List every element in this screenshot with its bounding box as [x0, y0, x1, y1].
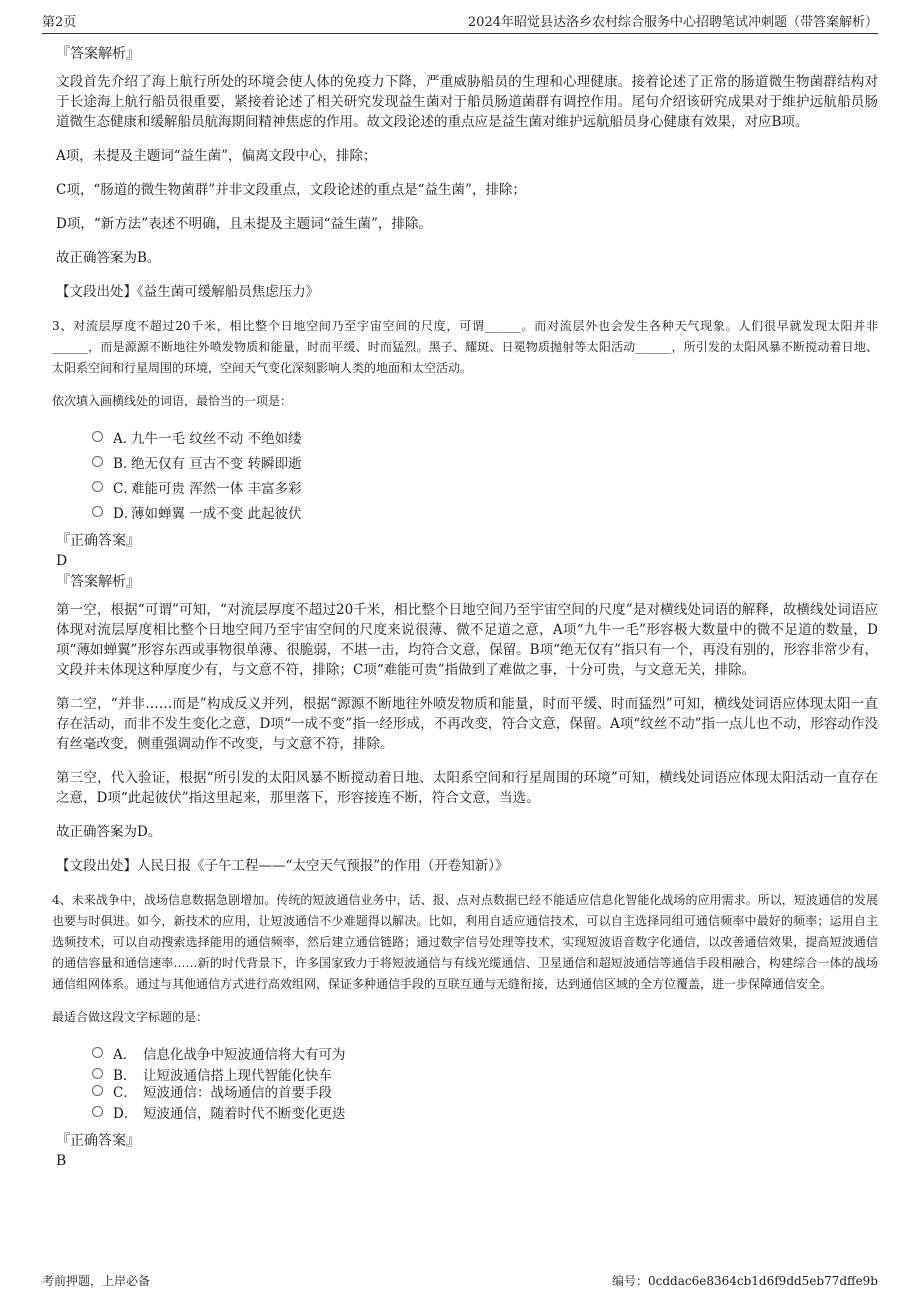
q2-source: 【文段出处】《益生菌可缓解船员焦虑压力》	[56, 284, 320, 300]
radio-icon[interactable]	[92, 1068, 103, 1079]
q3-options	[92, 424, 878, 524]
option-text: 信息化战争中短波通信将大有可为	[143, 1046, 346, 1063]
q3-option-b[interactable]	[92, 449, 878, 474]
page-number: 第2页	[42, 15, 77, 30]
q3-stem: 3、对流层厚度不超过20千米，相比整个日地空间乃至宇宙空间的尺度，可谓______。而对流层外也会发生各种天气现象。人们很早就发现太阳并非______，而是源源不断地往外喷发物质和能量，时而平缓、时而猛烈。黑子、耀斑、日冕物质抛射等太阳活动______，所引发的太阳风暴不断搅动着日地、太阳系空间和行星周围的环境，空间天气变化深刻影响人类的地面和太空活动。	[52, 319, 878, 375]
footer-slogan: 考前押题，上岸必备	[42, 1273, 151, 1288]
q2-analysis-paragraph: A项，未提及主题词“益生菌”，偏离文段中心，排除；	[56, 148, 377, 164]
document-id: 编号：0cddac6e8364cb1d6f9dd5eb77dffe9b	[612, 1273, 878, 1288]
q3-correct-label: 『正确答案』	[56, 533, 140, 549]
radio-icon[interactable]	[92, 1047, 103, 1058]
q2-conclusion: 故正确答案为B。	[56, 250, 161, 266]
radio-icon[interactable]	[92, 1106, 103, 1117]
radio-icon[interactable]	[92, 1085, 103, 1096]
q3-analysis-paragraph: 第二空，“并非……而是”构成反义并列，根据“源源不断地往外喷发物质和能量，时而平缓、时而猛烈”可知，横线处词语应体现太阳一直存在活动，而非不发生变化之意，D项“一成不变”指一经形成，不再改变，符合文意，保留。A项“纹丝不动”指一点儿也不动，形容动作没有丝毫改变，侧重强调动作不改变，与文意不符，排除。	[56, 696, 878, 752]
option-letter: D．	[113, 1105, 138, 1122]
q4-option-b[interactable]	[92, 1065, 878, 1082]
q3-source: 【文段出处】人民日报《子午工程——“太空天气预报”的作用（开卷知新）》	[56, 858, 509, 874]
q4-option-d[interactable]	[92, 1099, 878, 1124]
q2-analysis-paragraph: D项，“新方法”表述不明确，且未提及主题词“益生菌”，排除。	[56, 216, 432, 232]
q3-analysis-paragraph: 第一空，根据“可谓”可知，“对流层厚度不超过20千米，相比整个日地空间乃至宇宙空间的尺度”是对横线处词语的解释，故横线处词语应体现对流层厚度相比整个日地空间乃至宇宙空间的尺度来说很薄、微不足道之意，A项“九牛一毛”形容极大数量中的微不足道的数量，D项“薄如蝉翼”形容东西或事物很单薄、很脆弱，不堪一击，均符合文意，保留。B项“绝无仅有”指只有一个，再没有别的，形容非常少有，文段并未体现这种厚度少有，与文意不符，排除；C项“难能可贵”指做到了难做之事，十分可贵，与文意无关，排除。	[56, 602, 878, 678]
q3-option-d[interactable]	[92, 499, 878, 524]
radio-icon[interactable]	[92, 481, 103, 492]
q4-option-c[interactable]	[92, 1082, 878, 1099]
q3-analysis-label: 『答案解析』	[56, 574, 140, 590]
option-letter: D．	[113, 505, 138, 522]
option-text: 难能可贵 浑然一体 丰富多彩	[131, 480, 302, 497]
option-text: 绝无仅有 亘古不变 转瞬即逝	[131, 455, 302, 472]
q2-analysis-paragraph: C项，“肠道的微生物菌群”并非文段重点，文段论述的重点是“益生菌”，排除；	[56, 182, 526, 198]
option-letter: C．	[113, 1084, 137, 1101]
page-footer	[42, 1270, 878, 1290]
option-text: 九牛一毛 纹丝不动 不绝如缕	[131, 430, 302, 447]
radio-icon[interactable]	[92, 456, 103, 467]
q4-correct-answer: B	[56, 1153, 67, 1169]
q4-prompt: 最适合做这段文字标题的是：	[52, 1010, 209, 1024]
page-header	[42, 12, 878, 34]
q3-correct-answer: D	[56, 553, 68, 569]
option-text: 薄如蝉翼 一成不变 此起彼伏	[131, 505, 302, 522]
option-letter: B．	[113, 455, 137, 472]
q4-stem: 4、未来战争中，战场信息数据急剧增加。传统的短波通信业务中，话、报、点对点数据已经不能适应信息化智能化战场的应用需求。所以，短波通信的发展也要与时俱进。如今，新技术的应用，让短波通信不少难题得以解决。比如，利用自适应通信技术，可以自主选择同组可通信频率中最好的频率；运用自主选频技术，可以自动搜索选择能用的通信频率，然后建立通信链路；通过数字信号处理等技术，实现短波语音数字化通信，以改善通信效果，提高短波通信的通信容量和通信速率……新的时代背景下，许多国家致力于将短波通信与有线光缆通信、卫星通信和超短波通信等通信手段相融合，构建综合一体的战场通信组网体系。通过与其他通信方式进行高效组网，保证多种通信手段的互联互通与无缝衔接，达到通信区域的全方位覆盖，进一步保障通信安全。	[52, 893, 878, 991]
option-letter: B．	[113, 1067, 137, 1084]
q4-options	[92, 1040, 878, 1124]
q3-option-a[interactable]	[92, 424, 878, 449]
option-letter: A．	[113, 430, 137, 447]
radio-icon[interactable]	[92, 431, 103, 442]
q2-analysis-paragraph: 文段首先介绍了海上航行所处的环境会使人体的免疫力下降，严重威胁船员的生理和心理健康。接着论述了正常的肠道微生物菌群结构对于长途海上航行船员很重要，紧接着论述了相关研究发现益生菌对于船员肠道菌群有调控作用。尾句介绍该研究成果对于维护远航船员肠道微生态健康和缓解船员航海期间精神焦虑的作用。故文段论述的重点应是益生菌对维护远航船员身心健康有效果，对应B项。	[56, 74, 878, 130]
q3-conclusion: 故正确答案为D。	[56, 824, 162, 840]
option-text: 让短波通信搭上现代智能化快车	[143, 1067, 332, 1084]
option-letter: C．	[113, 480, 137, 497]
option-text: 短波通信，随着时代不断变化更迭	[143, 1105, 346, 1122]
option-text: 短波通信：战场通信的首要手段	[143, 1084, 332, 1101]
q4-option-a[interactable]	[92, 1040, 878, 1065]
option-letter: A．	[113, 1046, 137, 1063]
q2-analysis-label: 『答案解析』	[56, 46, 140, 62]
q4-correct-label: 『正确答案』	[56, 1133, 140, 1149]
q3-analysis-paragraph: 第三空，代入验证，根据“所引发的太阳风暴不断搅动着日地、太阳系空间和行星周围的环境”可知，横线处词语应体现太阳活动一直存在之意，D项“此起彼伏”指这里起来，那里落下，形容接连不断，符合文意，当选。	[56, 770, 878, 806]
page-content	[52, 44, 878, 1172]
radio-icon[interactable]	[92, 506, 103, 517]
q3-option-c[interactable]	[92, 474, 878, 499]
document-title: 2024年昭觉县达洛乡农村综合服务中心招聘笔试冲刺题（带答案解析）	[467, 15, 878, 30]
q3-prompt: 依次填入画横线处的词语，最恰当的一项是：	[52, 394, 293, 408]
